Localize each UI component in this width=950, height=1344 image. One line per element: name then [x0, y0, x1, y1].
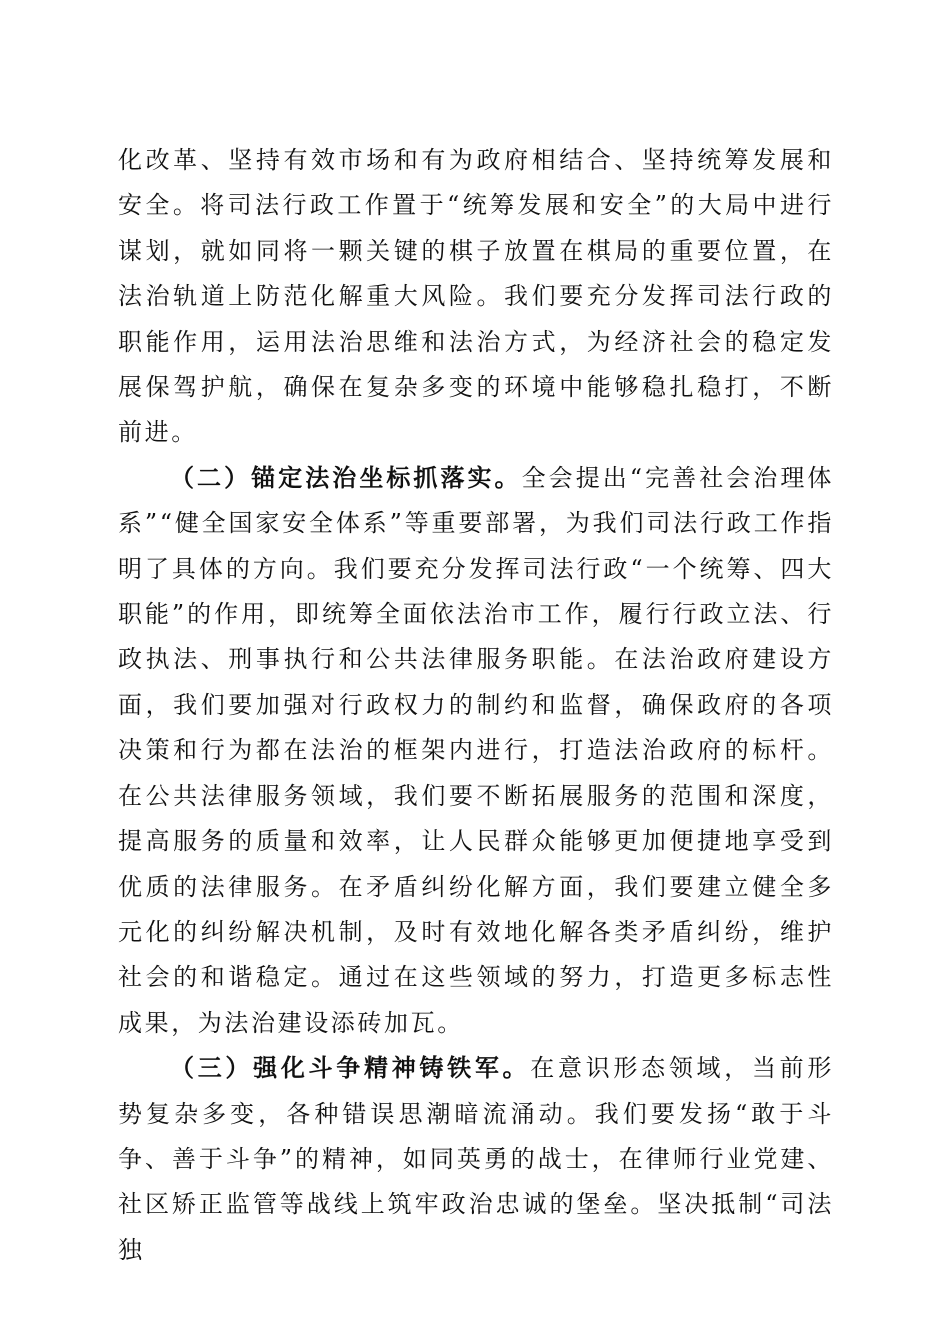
section-heading: （三）强化斗争精神铸铁军。 [170, 1054, 531, 1083]
paragraph-body: 在意识形态领域，当前形势复杂多变，各种错误思潮暗流涌动。我们要发扬“敢于斗争、善于斗争”的精神，如同英勇的战士，在律师行业党建、社区矫正监管等战线上筑牢政治忠诚的堡垒。坚决抵制“司法独 [118, 1054, 834, 1264]
paragraph-section-3 [118, 1046, 834, 1273]
section-heading: （二）锚定法治坐标抓落实。 [170, 463, 522, 492]
paragraph-section-2 [118, 456, 834, 1046]
paragraph-continued [118, 138, 834, 456]
paragraph-body: 全会提出“完善社会治理体系”“健全国家安全体系”等重要部署，为我们司法行政工作指明了具体的方向。我们要充分发挥司法行政“一个统筹、四大职能”的作用，即统筹全面依法治市工作，履行行政立法、行政执法、刑事执行和公共法律服务职能。在法治政府建设方面，我们要加强对行政权力的制约和监督，确保政府的各项决策和行为都在法治的框架内进行，打造法治政府的标杆。在公共法律服务领域，我们要不断拓展服务的范围和深度，提高服务的质量和效率，让人民群众能够更加便捷地享受到优质的法律服务。在矛盾纠纷化解方面，我们要建立健全多元化的纠纷解决机制，及时有效地化解各类矛盾纠纷，维护社会的和谐稳定。通过在这些领域的努力，打造更多标志性成果，为法治建设添砖加瓦。 [118, 463, 834, 1037]
paragraph-body: 化改革、坚持有效市场和有为政府相结合、坚持统筹发展和安全。将司法行政工作置于“统筹发展和安全”的大局中进行谋划，就如同将一颗关键的棋子放置在棋局的重要位置，在法治轨道上防范化解重大风险。我们要充分发挥司法行政的职能作用，运用法治思维和法治方式，为经济社会的稳定发展保驾护航，确保在复杂多变的环境中能够稳扎稳打，不断前进。 [118, 146, 834, 447]
document-page [118, 138, 834, 1273]
